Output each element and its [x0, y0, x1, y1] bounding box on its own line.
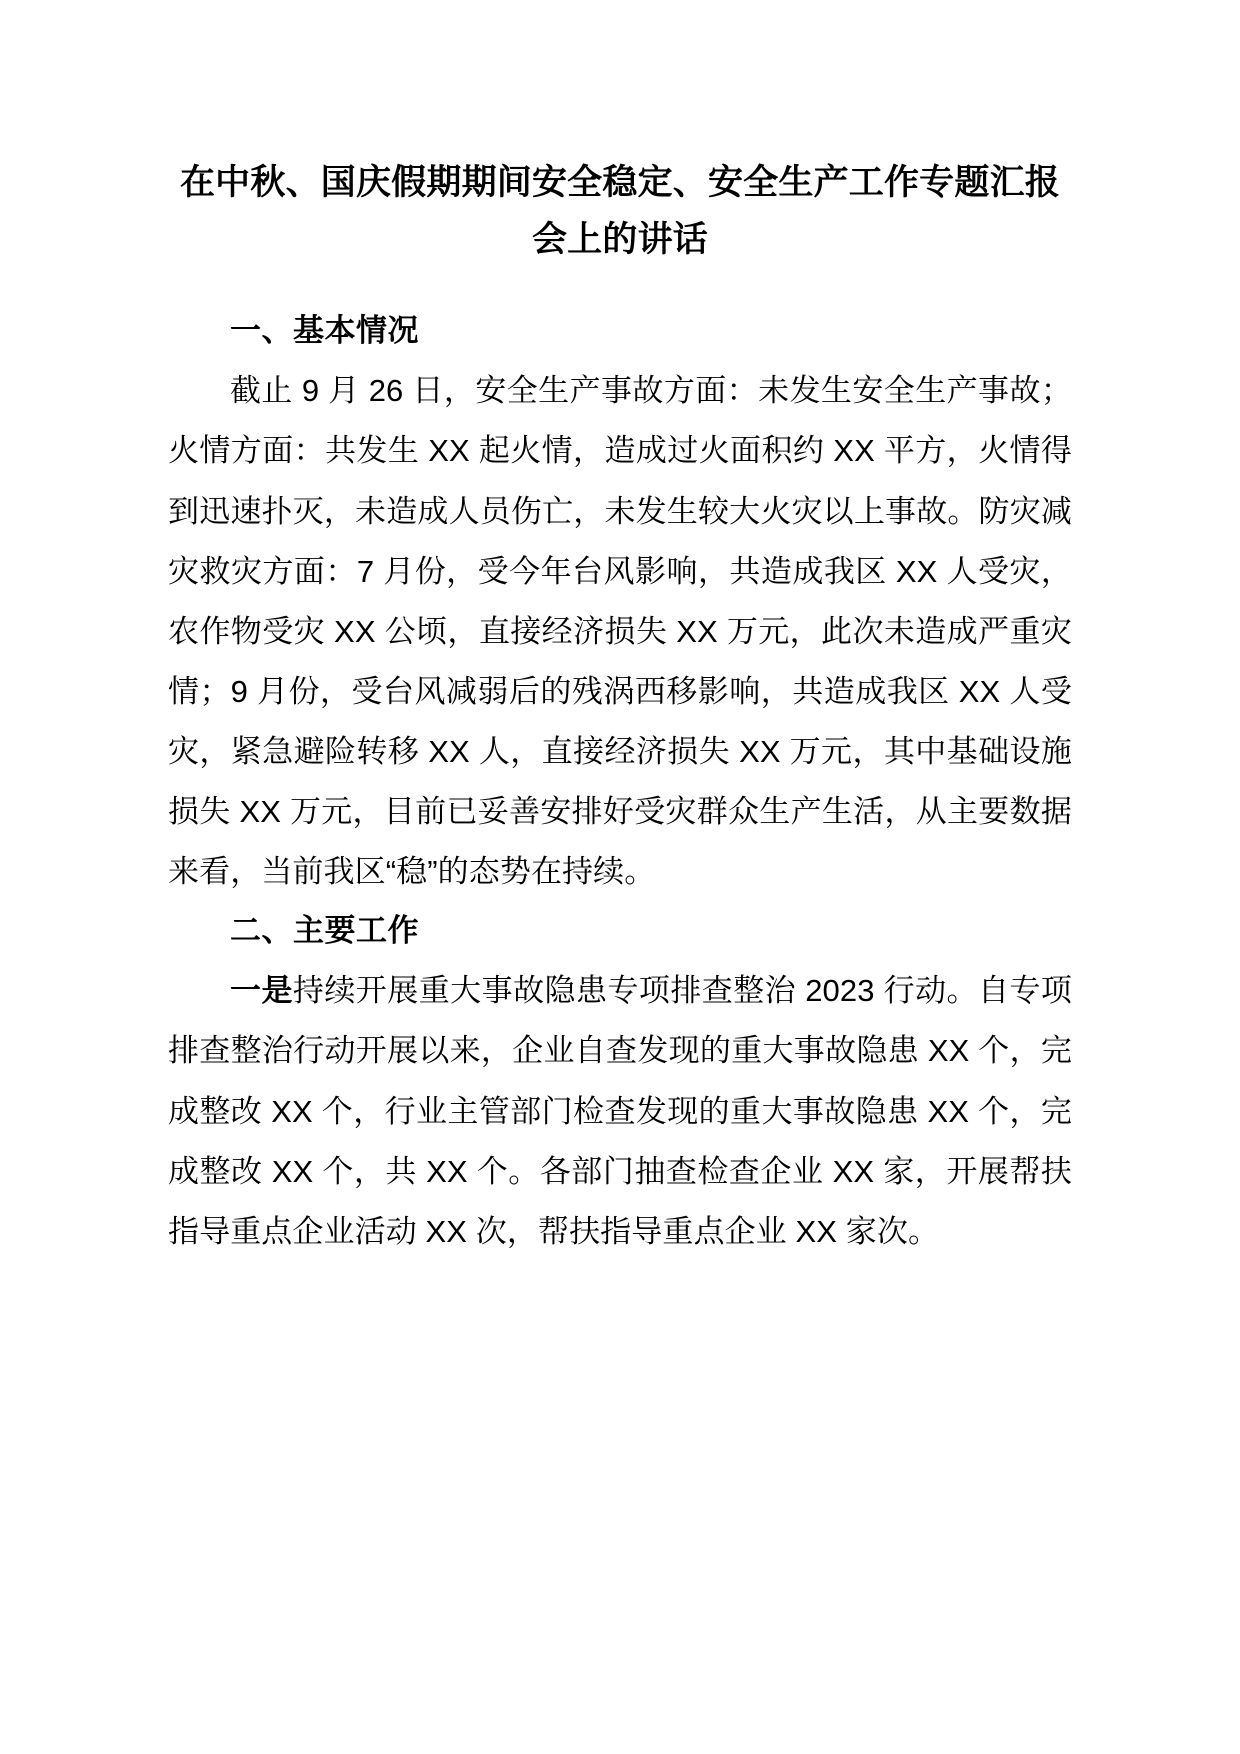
document-title: 在中秋、国庆假期期间安全稳定、安全生产工作专题汇报会上的讲话: [179, 163, 1060, 259]
section-heading-basic-situation: 一、基本情况: [230, 313, 419, 349]
section-heading-main-work: 二、主要工作: [230, 913, 419, 949]
paragraph-basic-situation: 截止 9 月 26 日，安全生产事故方面：未发生安全生产事故；火情方面：共发生 XX 起火情，造成过火面积约 XX 平方，火情得到迅速扑灭，未造成人员伤亡，未发生较大火灾以上事故。防灾减灾救灾方面：7 月份，受今年台风影响，共造成我区 XX 人受灾，农作物受灾 XX 公顷，直接经济损失 XX 万元，此次未造成严重灾情；9 月份，受台风减弱后的残涡西移影响，共造成我区 XX 人受灾，紧急避险转移 XX 人，直接经济损失 XX 万元，其中基础设施损失 XX 万元，目前已妥善安排好受灾群众生产生活，从主要数据来看，当前我区“稳”的态势在持续。: [168, 373, 1072, 890]
item-lead-label: 一是: [230, 973, 293, 1009]
document-content: [168, 155, 1072, 1262]
item-body-text: 持续开展重大事故隐患专项排查整治 2023 行动。自专项排查整治行动开展以来，企业自查发现的重大事故隐患 XX 个，完成整改 XX 个，行业主管部门检查发现的重大事故隐患 XX 个，完成整改 XX 个，共 XX 个。各部门抽查检查企业 XX 家，开展帮扶指导重点企业活动 XX 次，帮扶指导重点企业 XX 家次。: [168, 973, 1072, 1249]
paragraph-main-work-item-one: [168, 961, 1072, 1262]
